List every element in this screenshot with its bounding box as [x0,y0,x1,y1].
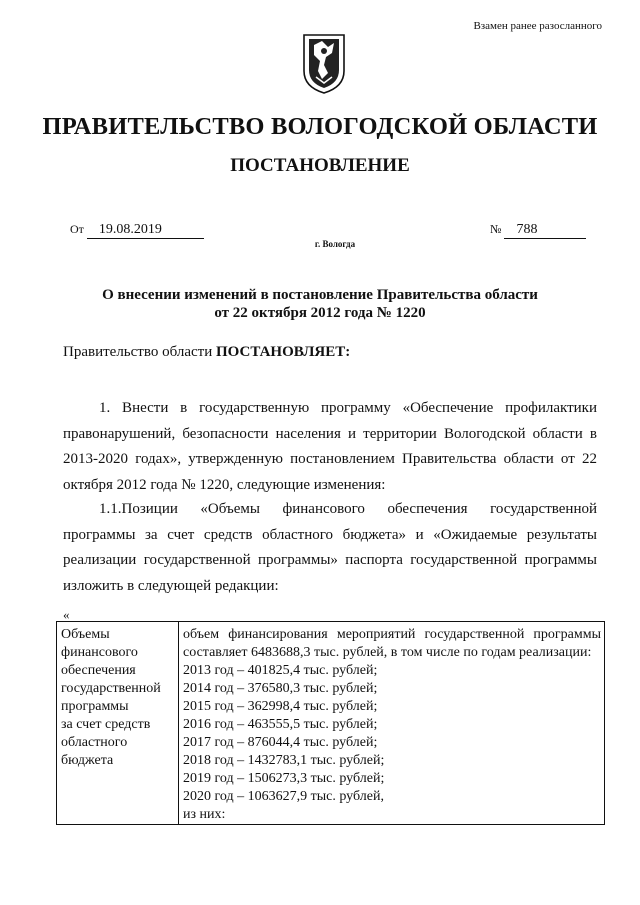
intro-text: Правительство области [63,344,216,360]
funding-table [56,621,605,825]
left-line: за счет средств [61,717,151,732]
year-line: 2019 год – 1506273,3 тыс. рублей; [183,771,385,786]
government-title: ПРАВИТЕЛЬСТВО ВОЛОГОДСКОЙ ОБЛАСТИ [42,113,598,140]
opening-quote: « [63,607,70,622]
left-line: областного [61,735,128,750]
coat-of-arms-icon [302,33,346,95]
funding-tail: из них: [183,807,226,822]
year-line: 2014 год – 376580,3 тыс. рублей; [183,681,378,696]
document-type: ПОСТАНОВЛЕНИЕ [230,155,410,176]
subject-line-1: О внесении изменений в постановление Правительства области [102,287,538,303]
left-line: государственной [61,681,161,696]
document-date: 19.08.2019 [87,222,204,239]
paragraph-1: 1. Внести в государственную программу «Обеспечение профилактики правонарушений, безопасности населения и территории Вологодской области в 2013-2020 годах», утвержденную постановлением Правительства области от 22 октября 2012 года № 1220, следующие изменения: [63,400,597,493]
left-line: обеспечения [61,663,136,678]
position-name-cell [57,622,179,825]
table-row [57,622,605,825]
intro-sentence [63,344,350,361]
year-line: 2020 год – 1063627,9 тыс. рублей, [183,789,384,804]
left-line: финансового [61,645,138,660]
date-line [70,222,204,239]
date-prefix: От [70,222,84,236]
year-line: 2015 год – 362998,4 тыс. рублей; [183,699,378,714]
left-line: Объемы [61,627,110,642]
city: г. Вологда [314,239,356,249]
document-number: 788 [504,222,586,239]
number-line [490,222,586,239]
number-prefix: № [490,222,502,236]
intro-verb: ПОСТАНОВЛЯЕТ: [215,344,351,360]
funding-details-cell [179,622,605,825]
year-line: 2018 год – 1432783,1 тыс. рублей; [183,753,385,768]
left-line: бюджета [61,753,114,768]
left-line: программы [61,699,129,714]
year-line: 2017 год – 876044,4 тыс. рублей; [183,735,378,750]
resend-note: Взамен ранее разосланного [473,20,602,32]
document-subject [0,286,640,322]
funding-intro: объем финансирования мероприятий государственной программы составляет 6483688,3 тыс. рублей, в том числе по годам реализации: [183,627,601,660]
year-line: 2016 год – 463555,5 тыс. рублей; [183,717,378,732]
subject-line-2: от 22 октября 2012 года № 1220 [214,305,426,321]
paragraph-1-1: 1.1.Позиции «Объемы финансового обеспечения государственной программы за счет средств областного бюджета» и «Ожидаемые результаты реализации государственной программы» паспорта государственной программы изложить в следующей редакции: [63,501,597,594]
year-line: 2013 год – 401825,4 тыс. рублей; [183,663,378,678]
